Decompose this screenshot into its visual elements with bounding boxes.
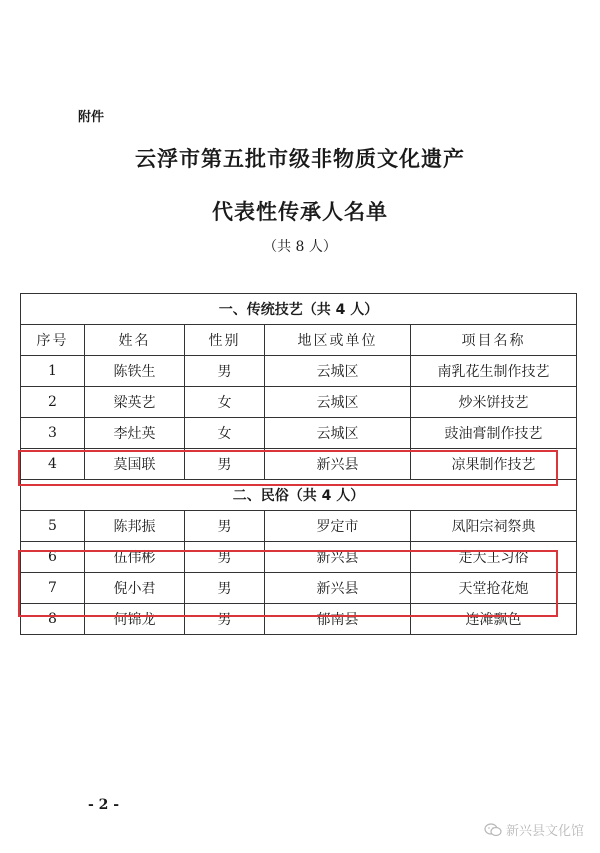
table-cell: 新兴县: [265, 573, 411, 604]
table-cell: 何锦龙: [85, 604, 185, 635]
table-row: [21, 356, 577, 387]
attachment-label: 附件: [78, 110, 105, 125]
table-cell: 男: [185, 542, 265, 573]
table-cell: 倪小君: [85, 573, 185, 604]
table-cell: 炒米饼技艺: [411, 387, 577, 418]
table-row: [21, 418, 577, 449]
table-cell: 1: [21, 356, 85, 387]
table-cell: 男: [185, 449, 265, 480]
document-title-line-1: 云浮市第五批市级非物质文化遗产: [135, 147, 465, 171]
table-cell: 5: [21, 511, 85, 542]
table-cell: 李灶英: [85, 418, 185, 449]
table-cell: 云城区: [265, 387, 411, 418]
table-cell: 8: [21, 604, 85, 635]
header-cell: 地区或单位: [265, 325, 411, 356]
table-cell: 3: [21, 418, 85, 449]
total-count: （共 8 人）: [263, 239, 337, 255]
table-cell: 女: [185, 418, 265, 449]
table-cell: 新兴县: [265, 449, 411, 480]
header-cell: 项目名称: [411, 325, 577, 356]
inheritor-table: [20, 293, 577, 635]
table-cell: 2: [21, 387, 85, 418]
section-row: [21, 294, 577, 325]
table-cell: 罗定市: [265, 511, 411, 542]
table-cell: 云城区: [265, 356, 411, 387]
table-cell: 女: [185, 387, 265, 418]
table-cell: 男: [185, 604, 265, 635]
table-cell: 新兴县: [265, 542, 411, 573]
section-row: [21, 480, 577, 511]
section-title: 二、民俗（共 4 人）: [21, 480, 577, 511]
table-cell: 4: [21, 449, 85, 480]
table-cell: 男: [185, 356, 265, 387]
table-cell: 凤阳宗祠祭典: [411, 511, 577, 542]
table-cell: 莫国联: [85, 449, 185, 480]
table-cell: 郁南县: [265, 604, 411, 635]
section-title: 一、传统技艺（共 4 人）: [21, 294, 577, 325]
table-cell: 豉油膏制作技艺: [411, 418, 577, 449]
header-cell: 性别: [185, 325, 265, 356]
table-cell: 南乳花生制作技艺: [411, 356, 577, 387]
table-cell: 凉果制作技艺: [411, 449, 577, 480]
table-cell: 连滩飘色: [411, 604, 577, 635]
table-row: [21, 604, 577, 635]
table-cell: 陈邦振: [85, 511, 185, 542]
header-cell: 序号: [21, 325, 85, 356]
table-header-row: [21, 325, 577, 356]
table-row: [21, 449, 577, 480]
table-row: [21, 387, 577, 418]
table-cell: 天堂抢花炮: [411, 573, 577, 604]
table-cell: 伍伟彬: [85, 542, 185, 573]
table-row: [21, 542, 577, 573]
table-row: [21, 573, 577, 604]
table-cell: 梁英艺: [85, 387, 185, 418]
header-cell: 姓名: [85, 325, 185, 356]
page-number: - 2 -: [88, 797, 120, 813]
table-row: [21, 511, 577, 542]
table-cell: 男: [185, 511, 265, 542]
document-title-line-2: 代表性传承人名单: [212, 200, 388, 224]
table-cell: 云城区: [265, 418, 411, 449]
watermark: [484, 820, 584, 839]
table-cell: 走大王习俗: [411, 542, 577, 573]
table-cell: 7: [21, 573, 85, 604]
table-cell: 陈铁生: [85, 356, 185, 387]
watermark-text: 新兴县文化馆: [505, 824, 584, 839]
table-cell: 6: [21, 542, 85, 573]
wechat-icon: [484, 823, 502, 837]
table-cell: 男: [185, 573, 265, 604]
